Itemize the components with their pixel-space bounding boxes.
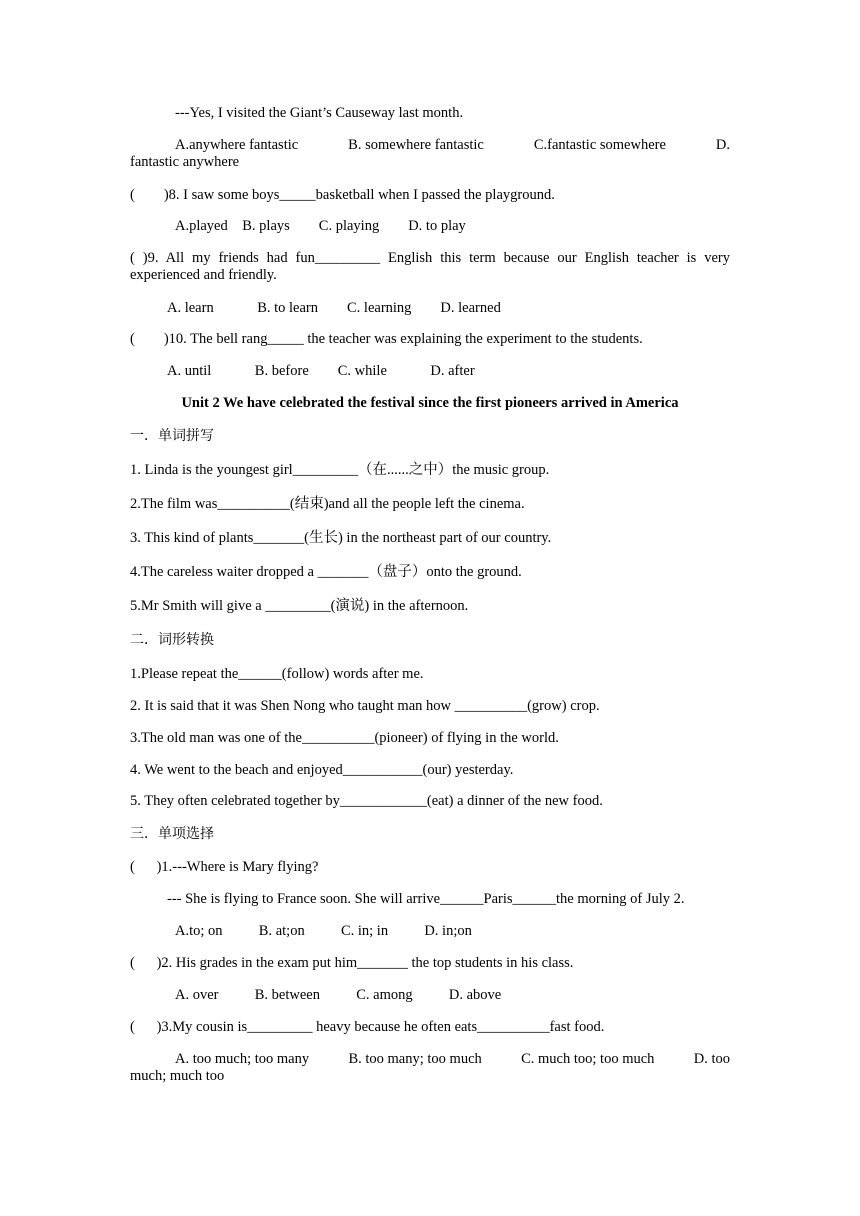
question-9-continued: experienced and friendly. (130, 267, 277, 283)
option-c: C. much too; too much (521, 1051, 655, 1067)
options-q10: A. until B. before C. while D. after (167, 363, 475, 379)
section-heading-1: 一．单词拼写 (130, 428, 214, 444)
question-10: ( )10. The bell rang_____ the teacher was explaining the experiment to the students. (130, 331, 643, 347)
options-row-q7 (175, 137, 730, 154)
spelling-item-3: 3. This kind of plants_______(生长) in the northeast part of our country. (130, 530, 552, 546)
options-choice-3 (175, 1051, 730, 1068)
options-choice-1: A.to; on B. at;on C. in; in D. in;on (175, 923, 472, 939)
choice-question-3: ( )3.My cousin is_________ heavy because he often eats__________fast food. (130, 1019, 605, 1035)
option-d-continued: fantastic anywhere (130, 154, 240, 170)
option-c: C.fantastic somewhere (533, 137, 666, 153)
section-heading-2: 二．词形转换 (130, 632, 214, 648)
choice-question-2: ( )2. His grades in the exam put him_______ the top students in his class. (130, 955, 574, 971)
spelling-item-5: 5.Mr Smith will give a _________(演说) in the afternoon. (130, 598, 469, 614)
word-form-item-3: 3.The old man was one of the__________(pioneer) of flying in the world. (130, 730, 559, 746)
word-form-item-1: 1.Please repeat the______(follow) words after me. (130, 666, 424, 682)
spelling-item-2: 2.The film was__________(结束)and all the people left the cinema. (130, 496, 525, 512)
spelling-item-4: 4.The careless waiter dropped a _______（盘子）onto the ground. (130, 564, 522, 580)
answer-line: ---Yes, I visited the Giant’s Causeway last month. (175, 105, 464, 121)
choice-question-1-answer: --- She is flying to France soon. She will arrive______Paris______the morning of July 2. (167, 891, 685, 907)
question-9: ( )9. All my friends had fun_________ English this term because our English teacher is very (130, 250, 730, 266)
section-heading-3: 三．单项选择 (130, 826, 214, 842)
option-b: B. too many; too much (348, 1051, 482, 1067)
word-form-item-4: 4. We went to the beach and enjoyed___________(our) yesterday. (130, 762, 514, 778)
option-d: D. too (693, 1051, 730, 1067)
choice-question-1: ( )1.---Where is Mary flying? (130, 859, 319, 875)
option-d-continued: much; much too (130, 1068, 225, 1084)
unit-title: Unit 2 We have celebrated the festival since the first pioneers arrived in America (181, 395, 679, 411)
option-b: B. somewhere fantastic (348, 137, 484, 153)
question-8: ( )8. I saw some boys_____basketball when I passed the playground. (130, 187, 555, 203)
word-form-item-5: 5. They often celebrated together by____________(eat) a dinner of the new food. (130, 793, 603, 809)
option-a: A.anywhere fantastic (175, 137, 299, 153)
options-q9: A. learn B. to learn C. learning D. learned (167, 300, 501, 316)
options-choice-2: A. over B. between C. among D. above (175, 987, 502, 1003)
options-q8: A.played B. plays C. playing D. to play (175, 218, 466, 234)
option-a: A. too much; too many (175, 1051, 310, 1067)
option-d: D. (715, 137, 730, 153)
spelling-item-1: 1. Linda is the youngest girl_________（在......之中）the music group. (130, 462, 550, 478)
word-form-item-2: 2. It is said that it was Shen Nong who taught man how __________(grow) crop. (130, 698, 600, 714)
